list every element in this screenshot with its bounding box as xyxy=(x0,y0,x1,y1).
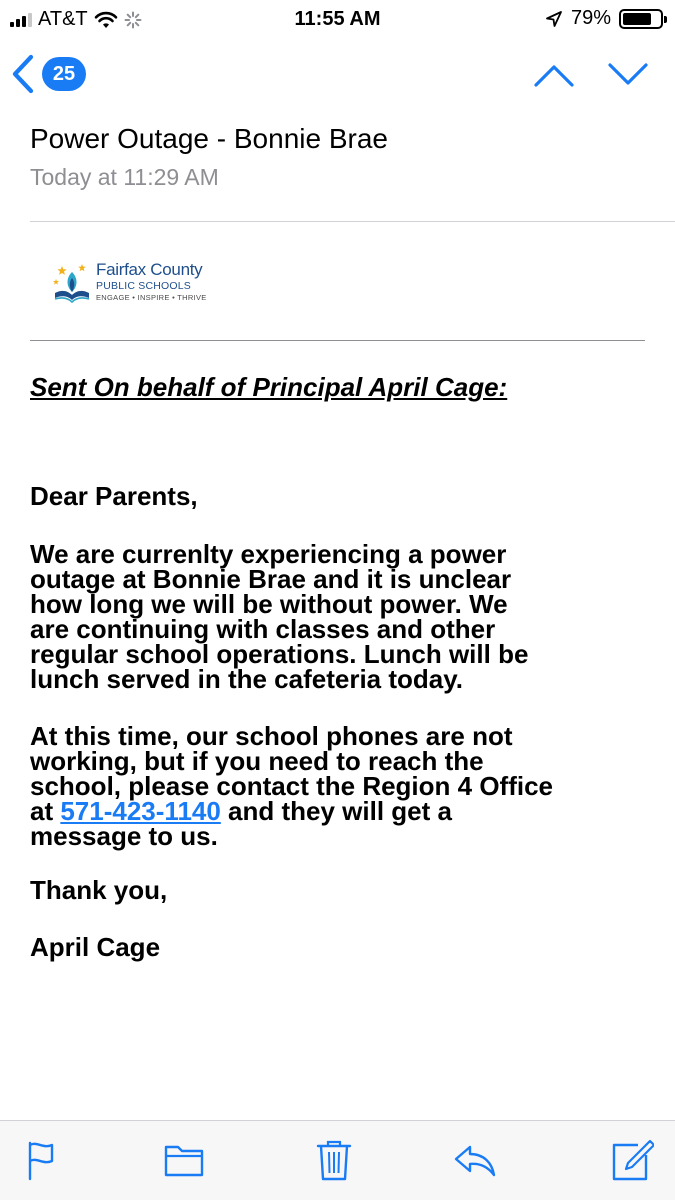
signature-text: April Cage xyxy=(30,932,161,962)
chevron-left-icon xyxy=(10,54,36,94)
paragraph-2 xyxy=(30,721,660,851)
closing xyxy=(30,875,660,905)
logo-emblem-icon xyxy=(52,262,92,304)
header-divider xyxy=(30,221,675,222)
status-bar xyxy=(0,0,675,38)
email-date: Today at 11:29 AM xyxy=(30,164,219,190)
logo-title: Fairfax County xyxy=(96,260,203,279)
paragraph-1-line: regular school operations. Lunch will be xyxy=(30,639,529,669)
bottom-toolbar xyxy=(0,1120,675,1200)
battery-fill xyxy=(623,13,651,25)
battery-nub xyxy=(664,16,667,23)
logo-subtitle: PUBLIC SCHOOLS xyxy=(96,280,191,292)
compose-button[interactable] xyxy=(610,1139,654,1181)
back-button[interactable] xyxy=(10,54,86,94)
trash-button[interactable] xyxy=(312,1139,356,1181)
fcps-logo xyxy=(52,260,222,305)
paragraph-1 xyxy=(30,539,660,694)
logo-divider xyxy=(30,340,645,341)
greeting-text: Dear Parents, xyxy=(30,481,198,511)
flag-button[interactable] xyxy=(22,1139,66,1181)
status-right xyxy=(545,7,663,30)
carrier-name: AT&T xyxy=(38,8,88,30)
paragraph-1-line: lunch served in the cafeteria today. xyxy=(30,664,463,694)
battery-percent: 79% xyxy=(570,7,611,29)
paragraph-1-line: outage at Bonnie Brae and it is unclear xyxy=(30,564,512,594)
location-arrow-icon xyxy=(545,10,563,28)
sent-on-behalf-heading: Sent On behalf of Principal April Cage: xyxy=(30,372,508,402)
battery-icon xyxy=(619,9,663,29)
reply-button[interactable] xyxy=(452,1139,496,1181)
logo-tagline: ENGAGE • INSPIRE • THRIVE xyxy=(96,293,207,302)
paragraph-1-line: are continuing with classes and other xyxy=(30,614,496,644)
paragraph-2-line: message to us. xyxy=(30,821,218,851)
move-to-folder-button[interactable] xyxy=(162,1139,206,1181)
signature xyxy=(30,932,660,962)
line-suffix: and they will get a xyxy=(220,796,452,826)
greeting xyxy=(30,481,660,511)
email-subject: Power Outage - Bonnie Brae xyxy=(30,123,388,154)
line-prefix: at xyxy=(30,796,61,826)
phone-link[interactable]: 571-423-1140 xyxy=(60,796,221,826)
previous-message-button[interactable] xyxy=(532,60,576,90)
paragraph-2-line: school, please contact the Region 4 Office xyxy=(30,771,554,801)
paragraph-2-line: At this time, our school phones are not xyxy=(30,721,513,751)
paragraph-2-line: working, but if you need to reach the xyxy=(30,746,484,776)
closing-text: Thank you, xyxy=(30,875,168,905)
status-time: 11:55 AM xyxy=(294,8,381,30)
paragraph-1-line: We are currenlty experiencing a power xyxy=(30,539,507,569)
next-message-button[interactable] xyxy=(606,60,650,90)
unread-count-badge: 25 xyxy=(42,57,86,91)
nav-bar xyxy=(0,40,675,116)
paragraph-1-line: how long we will be without power. We xyxy=(30,589,508,619)
